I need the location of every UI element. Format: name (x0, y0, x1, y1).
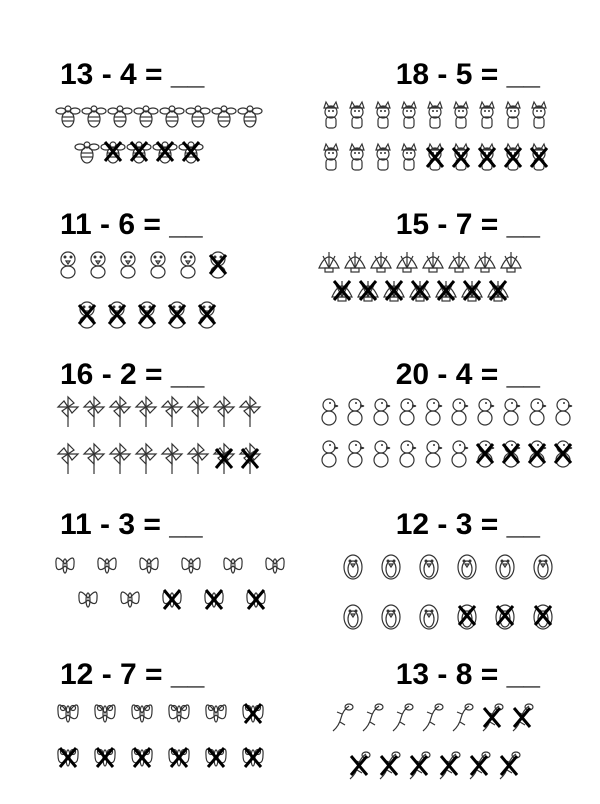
cross-out-mark (485, 273, 511, 307)
cross-out-mark (240, 740, 266, 774)
bee-icon (178, 134, 204, 168)
equation: 12 - 3 = __ (395, 508, 540, 541)
cross-out-mark (454, 598, 480, 632)
seashell-icon (381, 273, 407, 307)
chick-icon (394, 436, 420, 470)
chick-icon (342, 436, 368, 470)
pinwheel-icon (107, 394, 133, 428)
lizard-icon (449, 700, 475, 734)
pinwheel-icon (55, 394, 81, 428)
chick-icon (368, 394, 394, 428)
pinwheel-icon (133, 394, 159, 428)
cross-out-mark (474, 140, 500, 174)
butterfly-icon (220, 548, 246, 582)
cross-out-mark (524, 436, 550, 470)
ornate-butterfly-icon (92, 740, 118, 774)
cross-out-mark (479, 700, 505, 734)
cat-icon (500, 98, 526, 132)
cat-icon (474, 98, 500, 132)
seashell-icon (407, 273, 433, 307)
penguin-icon (378, 548, 404, 582)
cross-out-mark (205, 247, 231, 281)
lizard-icon (376, 748, 402, 782)
cross-out-mark (329, 273, 355, 307)
cross-out-mark (550, 436, 576, 470)
chick-icon (394, 394, 420, 428)
lizard-icon (389, 700, 415, 734)
bee-icon (74, 134, 100, 168)
equation: 18 - 5 = __ (395, 58, 540, 91)
picture-row (329, 700, 535, 734)
bee-icon (237, 98, 263, 132)
bee-icon (126, 134, 152, 168)
cat-icon (318, 98, 344, 132)
butterfly-icon (243, 582, 269, 616)
equation: 13 - 4 = __ (60, 58, 205, 91)
cross-out-mark (129, 740, 155, 774)
cat-icon (344, 140, 370, 174)
chick-icon (420, 436, 446, 470)
cat-icon (422, 140, 448, 174)
cat-icon (526, 98, 552, 132)
lizard-icon (419, 700, 445, 734)
cartoon-bird-icon (74, 297, 100, 331)
ornate-butterfly-icon (203, 740, 229, 774)
butterfly-icon (75, 582, 101, 616)
bee-icon (185, 98, 211, 132)
penguin-icon (416, 598, 442, 632)
picture-row (55, 441, 263, 475)
cross-out-mark (509, 700, 535, 734)
chick-icon (550, 394, 576, 428)
chick-icon (524, 394, 550, 428)
picture-row (52, 548, 288, 582)
cross-out-mark (472, 436, 498, 470)
cross-out-mark (422, 140, 448, 174)
problem-10 (270, 660, 540, 690)
pinwheel-icon (185, 394, 211, 428)
picture-row (55, 740, 266, 774)
cartoon-bird-icon (134, 297, 160, 331)
chick-icon (316, 394, 342, 428)
cat-icon (448, 140, 474, 174)
problem-2 (270, 60, 540, 90)
ornate-butterfly-icon (203, 696, 229, 730)
equation: 11 - 3 = __ (60, 508, 203, 541)
picture-row (346, 748, 522, 782)
cartoon-bird-icon (205, 247, 231, 281)
ornate-butterfly-icon (92, 696, 118, 730)
cross-out-mark (100, 134, 126, 168)
picture-row (55, 394, 263, 428)
picture-row (340, 598, 556, 632)
chick-icon (446, 436, 472, 470)
chick-icon (472, 436, 498, 470)
seashell-icon (329, 273, 355, 307)
penguin-icon (530, 548, 556, 582)
cross-out-mark (436, 748, 462, 782)
cross-out-mark (178, 134, 204, 168)
ornate-butterfly-icon (166, 696, 192, 730)
equation: 20 - 4 = __ (395, 358, 540, 391)
chick-icon (472, 394, 498, 428)
picture-row (74, 134, 204, 168)
cat-icon (318, 140, 344, 174)
picture-row (74, 297, 220, 331)
cross-out-mark (201, 582, 227, 616)
butterfly-icon (262, 548, 288, 582)
cross-out-mark (498, 436, 524, 470)
ornate-butterfly-icon (240, 696, 266, 730)
seashell-icon (459, 273, 485, 307)
cartoon-bird-icon (85, 247, 111, 281)
cartoon-bird-icon (115, 247, 141, 281)
penguin-icon (340, 598, 366, 632)
cross-out-mark (237, 441, 263, 475)
butterfly-icon (136, 548, 162, 582)
picture-row (55, 98, 263, 132)
cross-out-mark (152, 134, 178, 168)
seashell-icon (355, 273, 381, 307)
penguin-icon (454, 548, 480, 582)
cross-out-mark (433, 273, 459, 307)
bee-icon (107, 98, 133, 132)
picture-row (75, 582, 269, 616)
cross-out-mark (346, 748, 372, 782)
equation: 12 - 7 = __ (60, 658, 205, 691)
cat-icon (422, 98, 448, 132)
pinwheel-icon (211, 441, 237, 475)
seashell-icon (433, 273, 459, 307)
pinwheel-icon (55, 441, 81, 475)
cat-icon (370, 98, 396, 132)
cat-icon (474, 140, 500, 174)
cross-out-mark (492, 598, 518, 632)
chick-icon (498, 394, 524, 428)
cross-out-mark (104, 297, 130, 331)
cat-icon (526, 140, 552, 174)
picture-row (55, 247, 231, 281)
cross-out-mark (407, 273, 433, 307)
picture-row (340, 548, 556, 582)
picture-row (329, 273, 511, 307)
problem-8 (270, 510, 540, 540)
picture-row (316, 436, 576, 470)
ornate-butterfly-icon (240, 740, 266, 774)
penguin-icon (340, 548, 366, 582)
ornate-butterfly-icon (55, 740, 81, 774)
pinwheel-icon (211, 394, 237, 428)
pinwheel-icon (185, 441, 211, 475)
pinwheel-icon (81, 441, 107, 475)
ornate-butterfly-icon (129, 696, 155, 730)
bee-icon (133, 98, 159, 132)
chick-icon (316, 436, 342, 470)
picture-row (318, 98, 552, 132)
pinwheel-icon (133, 441, 159, 475)
butterfly-icon (52, 548, 78, 582)
cross-out-mark (406, 748, 432, 782)
cross-out-mark (74, 297, 100, 331)
penguin-icon (492, 548, 518, 582)
pinwheel-icon (107, 441, 133, 475)
bee-icon (81, 98, 107, 132)
cross-out-mark (243, 582, 269, 616)
lizard-icon (466, 748, 492, 782)
chick-icon (342, 394, 368, 428)
cross-out-mark (530, 598, 556, 632)
cross-out-mark (134, 297, 160, 331)
penguin-icon (492, 598, 518, 632)
cross-out-mark (211, 441, 237, 475)
chick-icon (420, 394, 446, 428)
lizard-icon (329, 700, 355, 734)
cross-out-mark (466, 748, 492, 782)
chick-icon (446, 394, 472, 428)
cartoon-bird-icon (164, 297, 190, 331)
cross-out-mark (159, 582, 185, 616)
penguin-icon (530, 598, 556, 632)
butterfly-icon (117, 582, 143, 616)
lizard-icon (509, 700, 535, 734)
bee-icon (159, 98, 185, 132)
cross-out-mark (496, 748, 522, 782)
ornate-butterfly-icon (166, 740, 192, 774)
picture-row (316, 394, 576, 428)
cat-icon (396, 140, 422, 174)
cross-out-mark (500, 140, 526, 174)
chick-icon (368, 436, 394, 470)
cross-out-mark (164, 297, 190, 331)
cross-out-mark (459, 273, 485, 307)
equation: 11 - 6 = __ (60, 208, 203, 241)
equation: 16 - 2 = __ (60, 358, 205, 391)
equation: 13 - 8 = __ (395, 658, 540, 691)
lizard-icon (436, 748, 462, 782)
butterfly-icon (201, 582, 227, 616)
cross-out-mark (92, 740, 118, 774)
lizard-icon (406, 748, 432, 782)
penguin-icon (454, 598, 480, 632)
pinwheel-icon (81, 394, 107, 428)
cross-out-mark (194, 297, 220, 331)
cross-out-mark (526, 140, 552, 174)
pinwheel-icon (237, 394, 263, 428)
lizard-icon (479, 700, 505, 734)
butterfly-icon (178, 548, 204, 582)
cross-out-mark (166, 740, 192, 774)
chick-icon (550, 436, 576, 470)
bee-icon (100, 134, 126, 168)
bee-icon (211, 98, 237, 132)
cross-out-mark (55, 740, 81, 774)
cross-out-mark (203, 740, 229, 774)
penguin-icon (378, 598, 404, 632)
chick-icon (524, 436, 550, 470)
cat-icon (370, 140, 396, 174)
cat-icon (396, 98, 422, 132)
bee-icon (55, 98, 81, 132)
equation: 15 - 7 = __ (395, 208, 540, 241)
pinwheel-icon (237, 441, 263, 475)
lizard-icon (346, 748, 372, 782)
cross-out-mark (448, 140, 474, 174)
cartoon-bird-icon (194, 297, 220, 331)
seashell-icon (485, 273, 511, 307)
cross-out-mark (376, 748, 402, 782)
butterfly-icon (159, 582, 185, 616)
ornate-butterfly-icon (129, 740, 155, 774)
cross-out-mark (355, 273, 381, 307)
problem-6 (270, 360, 540, 390)
cat-icon (448, 98, 474, 132)
cartoon-bird-icon (175, 247, 201, 281)
cat-icon (344, 98, 370, 132)
picture-row (55, 696, 266, 730)
cartoon-bird-icon (104, 297, 130, 331)
pinwheel-icon (159, 394, 185, 428)
cat-icon (500, 140, 526, 174)
problem-4 (270, 210, 540, 240)
picture-row (318, 140, 552, 174)
cross-out-mark (381, 273, 407, 307)
penguin-icon (416, 548, 442, 582)
lizard-icon (359, 700, 385, 734)
cross-out-mark (126, 134, 152, 168)
chick-icon (498, 436, 524, 470)
lizard-icon (496, 748, 522, 782)
cross-out-mark (240, 696, 266, 730)
pinwheel-icon (159, 441, 185, 475)
cartoon-bird-icon (55, 247, 81, 281)
bee-icon (152, 134, 178, 168)
butterfly-icon (94, 548, 120, 582)
ornate-butterfly-icon (55, 696, 81, 730)
cartoon-bird-icon (145, 247, 171, 281)
